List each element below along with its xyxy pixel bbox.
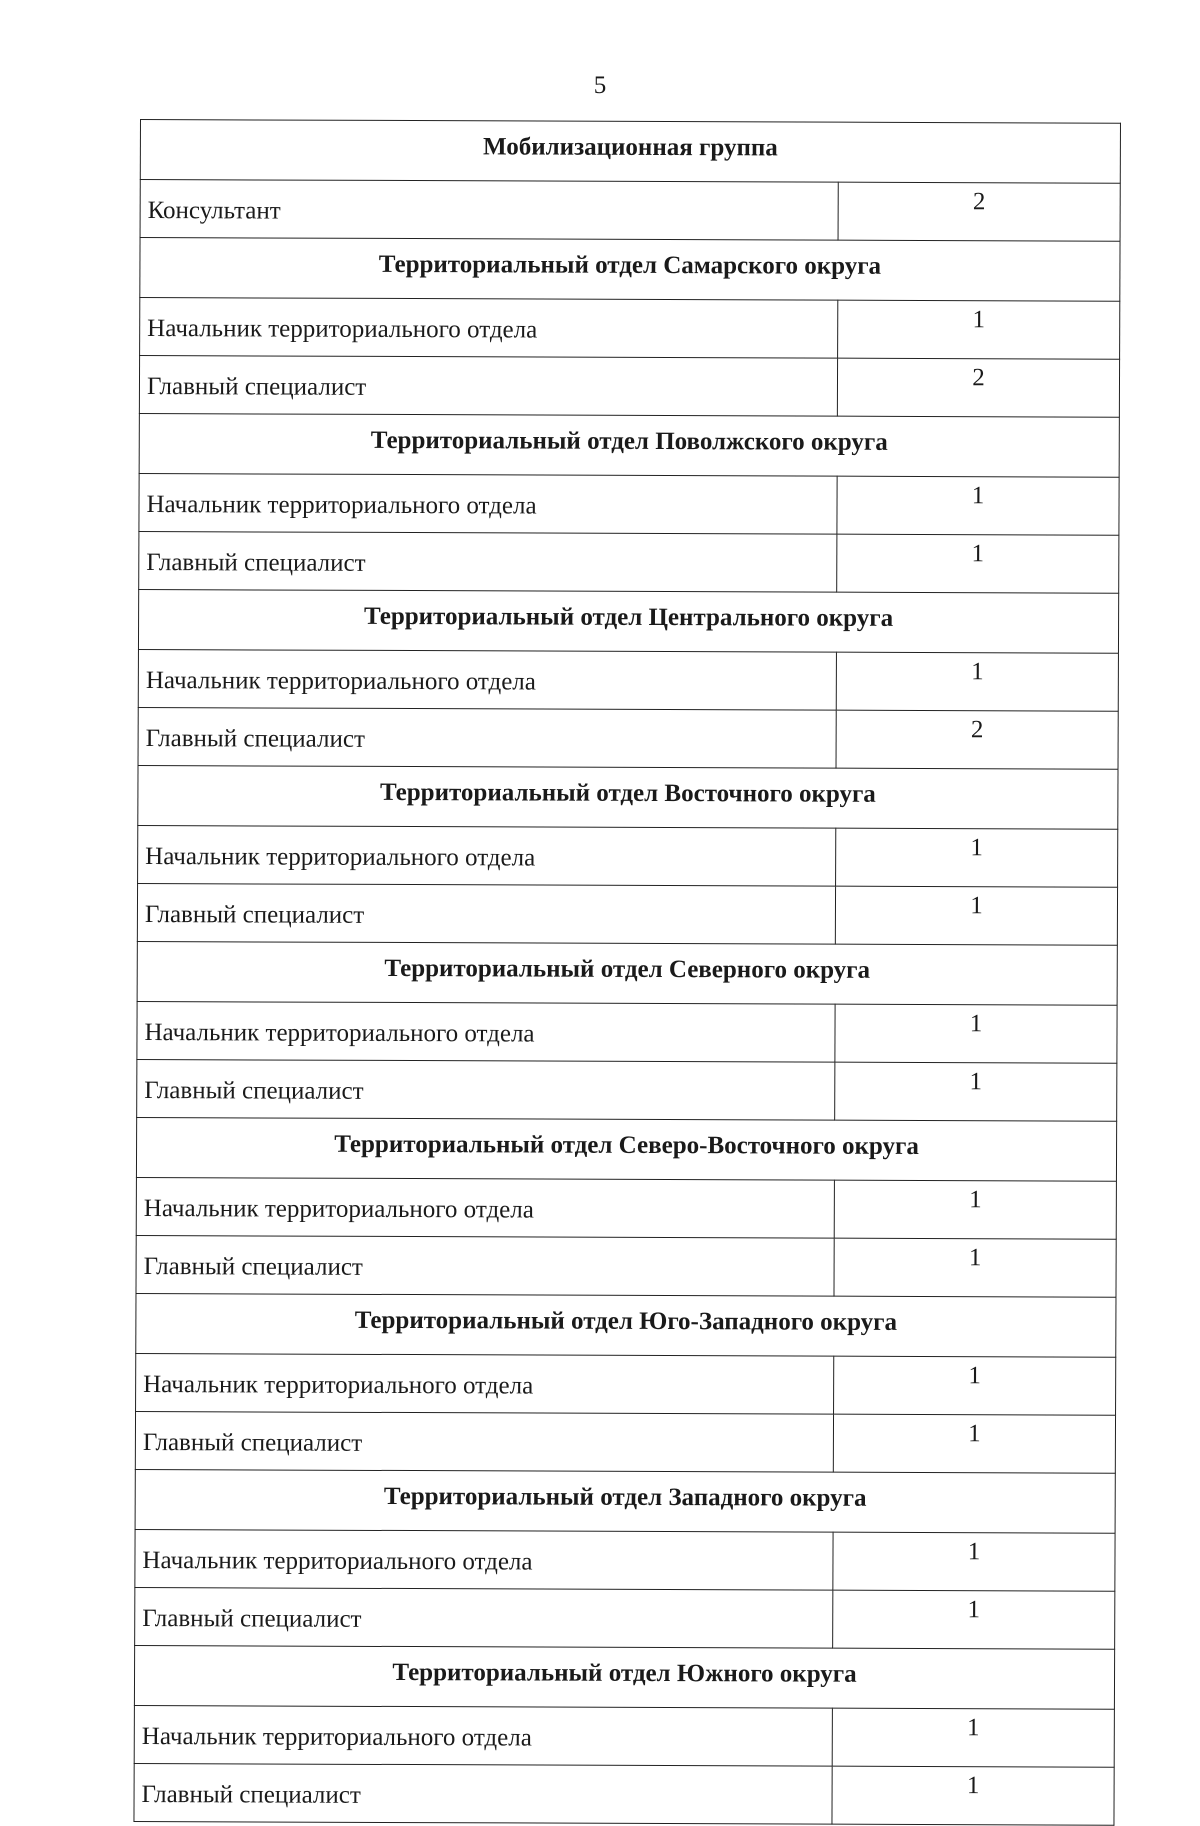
position-row	[138, 825, 1118, 887]
position-name: Начальник территориального отдела	[140, 298, 838, 359]
position-row	[134, 1705, 1114, 1767]
section-title: Территориальный отдел Поволжского округа	[139, 413, 1119, 477]
position-count: 1	[837, 534, 1119, 593]
position-row	[138, 707, 1118, 769]
position-count: 1	[836, 652, 1118, 711]
position-row	[139, 531, 1119, 593]
position-name: Главный специалист	[134, 1763, 832, 1824]
position-name: Главный специалист	[135, 1411, 833, 1472]
position-count: 1	[835, 886, 1117, 945]
position-name: Начальник территориального отдела	[134, 1705, 832, 1766]
position-name: Начальник территориального отдела	[136, 1353, 834, 1414]
section-header-row	[137, 941, 1117, 1005]
position-row	[138, 649, 1118, 711]
position-row	[139, 356, 1119, 418]
position-row	[136, 1177, 1116, 1239]
section-header-row	[134, 1645, 1114, 1709]
position-name: Начальник территориального отдела	[136, 1177, 834, 1238]
position-count: 1	[835, 1062, 1117, 1121]
position-count: 1	[833, 1532, 1115, 1591]
position-count: 2	[838, 182, 1120, 241]
position-count: 1	[835, 1004, 1117, 1063]
staffing-table-body	[134, 120, 1121, 1826]
position-name: Начальник территориального отдела	[135, 1529, 833, 1590]
position-name: Консультант	[140, 180, 838, 241]
position-row	[137, 1001, 1117, 1063]
section-header-row	[140, 238, 1120, 302]
position-count: 1	[832, 1708, 1114, 1767]
position-row	[135, 1587, 1115, 1649]
position-row	[137, 1059, 1117, 1121]
position-row	[135, 1529, 1115, 1591]
section-title: Территориальный отдел Северного округа	[137, 941, 1117, 1005]
section-title: Территориальный отдел Северо-Восточного округа	[136, 1117, 1116, 1181]
position-name: Главный специалист	[136, 1235, 834, 1296]
position-count: 1	[837, 476, 1119, 535]
section-header-row	[138, 765, 1118, 829]
position-count: 1	[833, 1590, 1115, 1649]
section-title: Территориальный отдел Восточного округа	[138, 765, 1118, 829]
section-title: Территориальный отдел Юго-Западного округа	[136, 1293, 1116, 1357]
position-row	[139, 473, 1119, 535]
section-title: Территориальный отдел Западного округа	[135, 1469, 1115, 1533]
position-name: Начальник территориального отдела	[138, 825, 836, 886]
section-title: Территориальный отдел Центрального округа	[138, 589, 1118, 653]
position-row	[137, 883, 1117, 945]
position-name: Главный специалист	[139, 531, 837, 592]
position-row	[136, 1353, 1116, 1415]
position-count: 2	[837, 358, 1119, 417]
position-row	[135, 1411, 1115, 1473]
position-row	[136, 1235, 1116, 1297]
position-row	[134, 1763, 1114, 1825]
position-name: Главный специалист	[138, 707, 836, 768]
position-count: 1	[834, 1356, 1116, 1415]
staffing-table	[133, 119, 1121, 1826]
position-count: 2	[836, 710, 1118, 769]
position-count: 1	[836, 828, 1118, 887]
section-header-row	[140, 120, 1120, 184]
position-name: Главный специалист	[139, 356, 837, 417]
position-count: 1	[833, 1414, 1115, 1473]
position-name: Начальник территориального отдела	[138, 649, 836, 710]
position-count: 1	[832, 1766, 1114, 1825]
section-title: Территориальный отдел Самарского округа	[140, 238, 1120, 302]
section-title: Мобилизационная группа	[140, 120, 1120, 184]
position-row	[140, 298, 1120, 360]
section-header-row	[136, 1293, 1116, 1357]
position-count: 1	[838, 300, 1120, 359]
position-count: 1	[834, 1238, 1116, 1297]
section-header-row	[139, 413, 1119, 477]
position-count: 1	[834, 1180, 1116, 1239]
position-name: Начальник территориального отдела	[137, 1001, 835, 1062]
position-name: Главный специалист	[135, 1587, 833, 1648]
position-row	[140, 180, 1120, 242]
section-title: Территориальный отдел Южного округа	[134, 1645, 1114, 1709]
position-name: Главный специалист	[137, 1059, 835, 1120]
position-name: Главный специалист	[137, 883, 835, 944]
position-name: Начальник территориального отдела	[139, 473, 837, 534]
section-header-row	[138, 589, 1118, 653]
section-header-row	[136, 1117, 1116, 1181]
section-header-row	[135, 1469, 1115, 1533]
page-number: 5	[593, 72, 607, 99]
